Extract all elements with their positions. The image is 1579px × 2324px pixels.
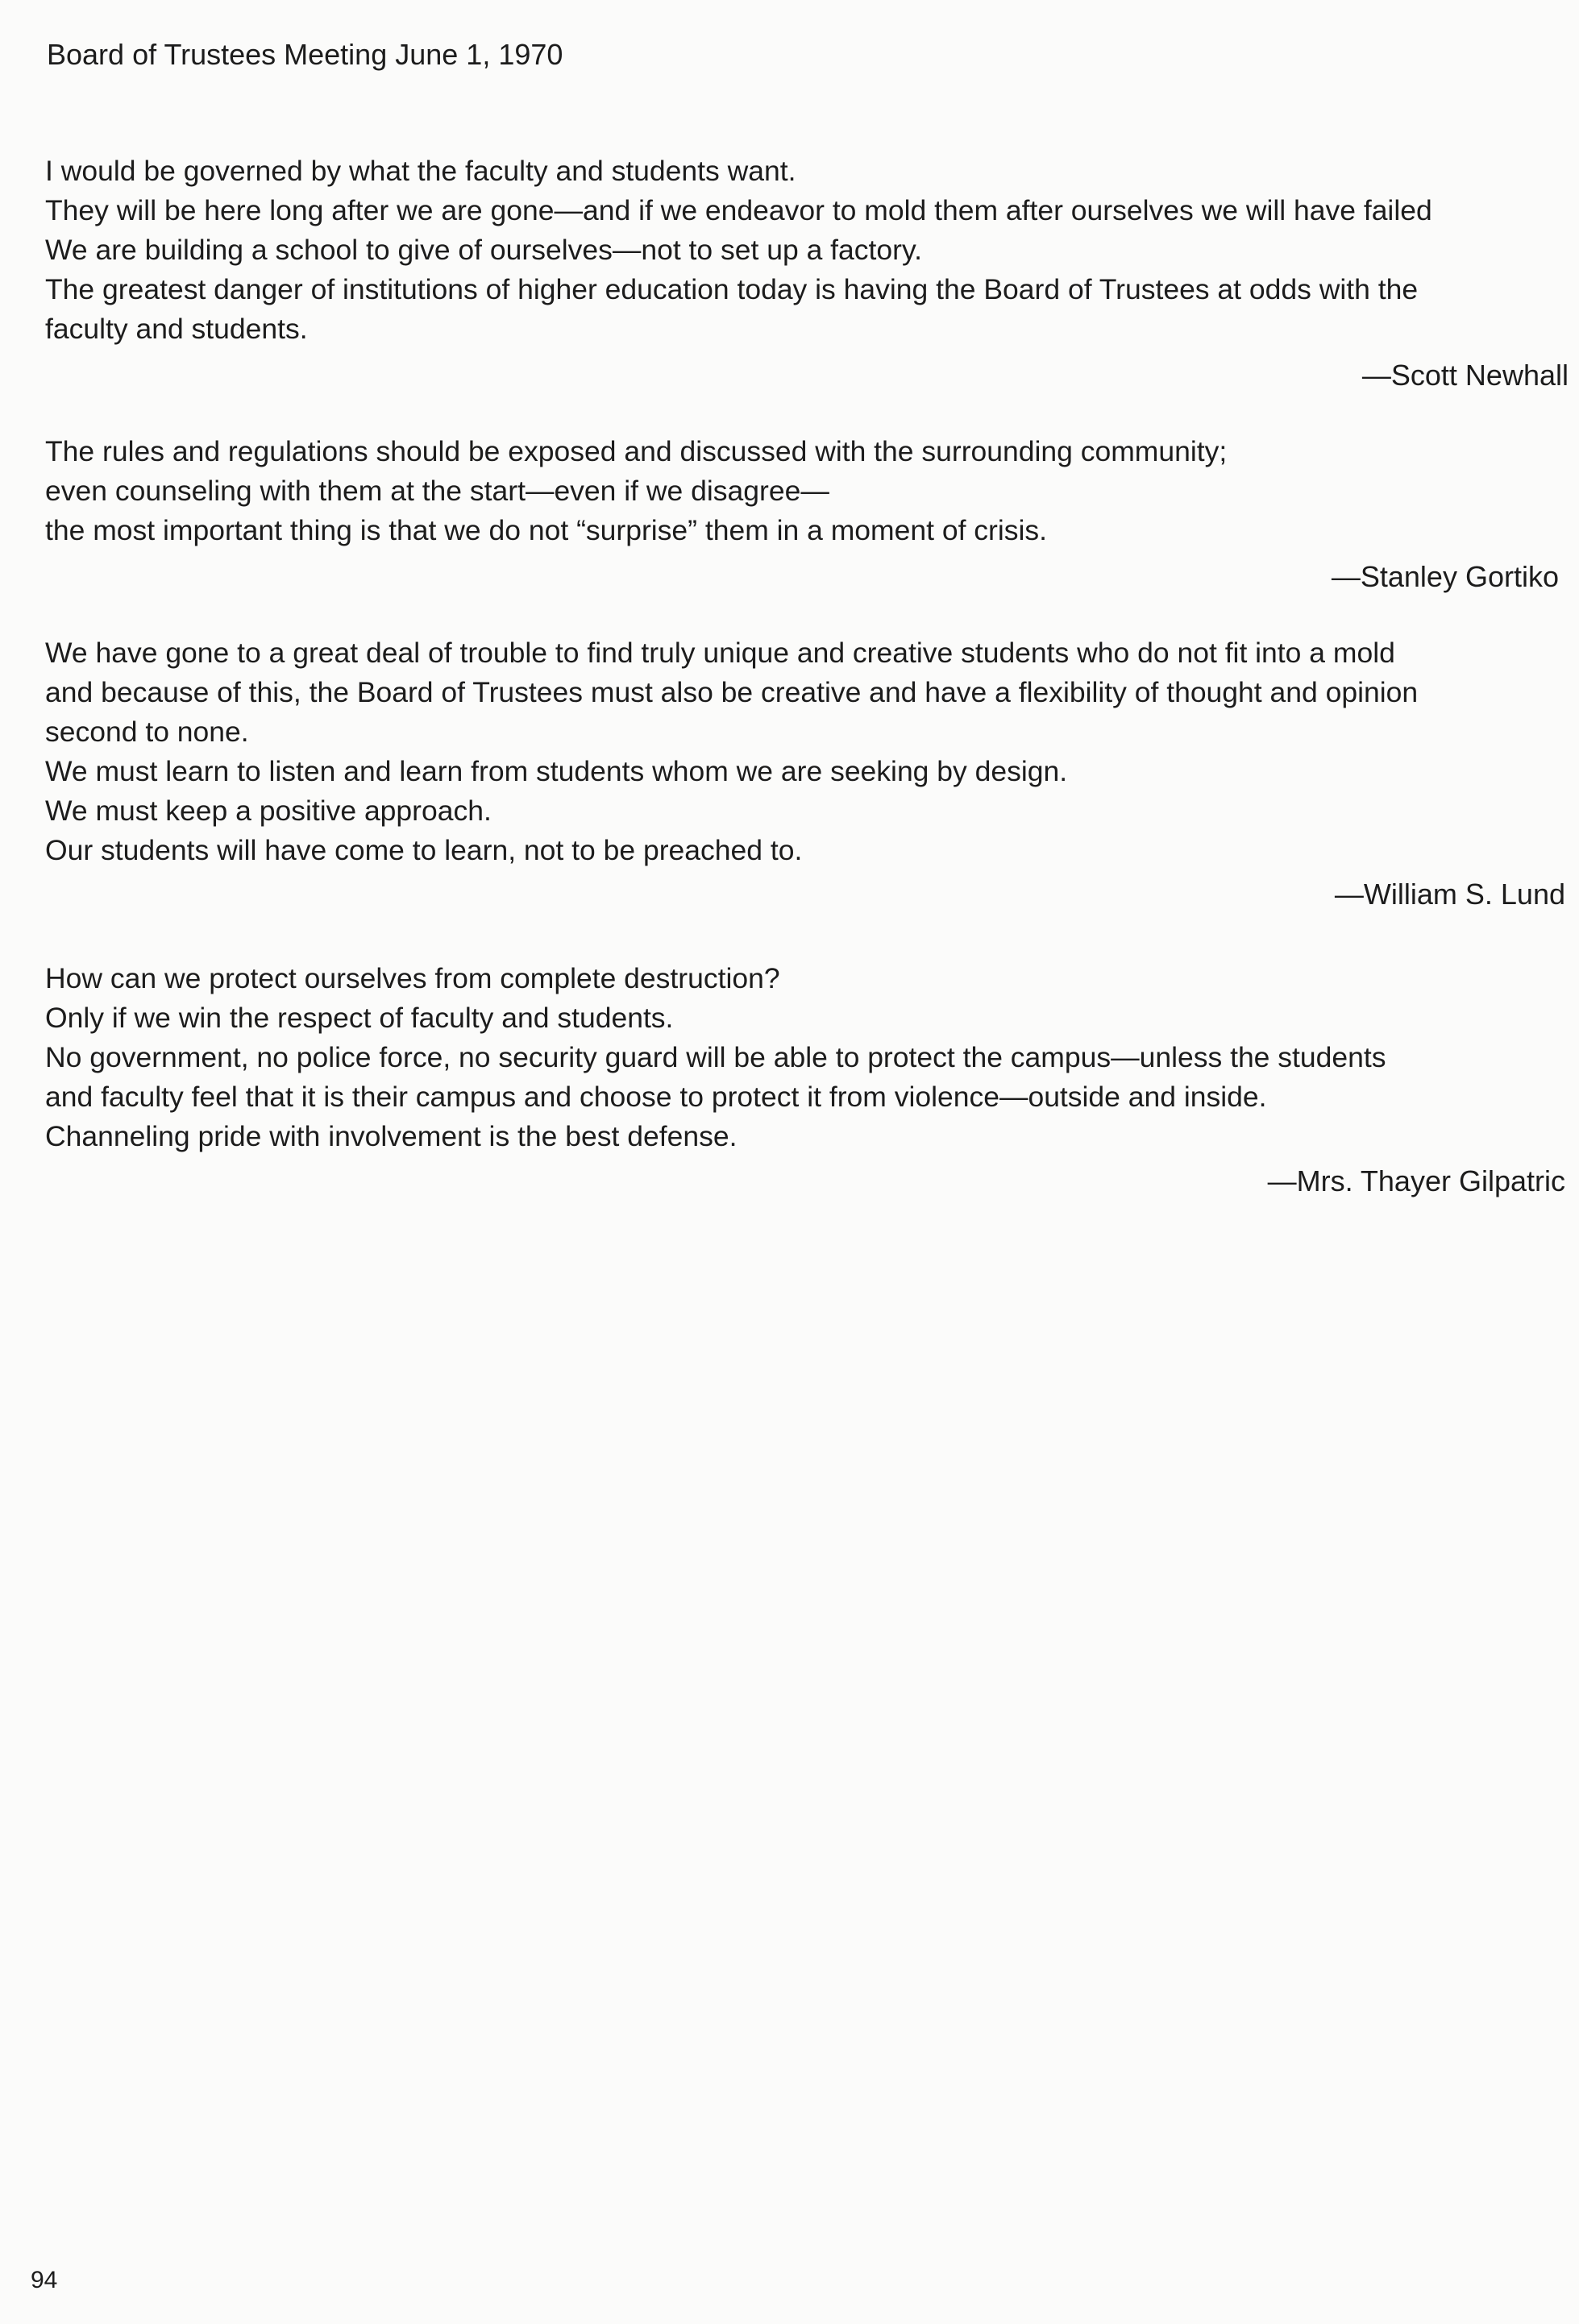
- quote-line: No government, no police force, no security guard will be able to protect the campus—unless the students: [45, 1041, 1386, 1073]
- quote-attribution: —William S. Lund: [1334, 878, 1565, 911]
- quote-line: second to none.: [45, 716, 249, 748]
- quote-line: Our students will have come to learn, not to be preached to.: [45, 834, 803, 866]
- quote-line: Only if we win the respect of faculty and students.: [45, 1002, 674, 1034]
- quote-line: and faculty feel that it is their campus and choose to protect it from violence—outside and inside.: [45, 1081, 1267, 1113]
- quote-block-gilpatric: [45, 959, 1565, 1197]
- page-number: 94: [31, 2267, 58, 2293]
- quote-attribution: —Stanley Gortiko: [1331, 560, 1559, 593]
- quote-line: faculty and students.: [45, 313, 308, 345]
- quote-line: The rules and regulations should be exposed and discussed with the surrounding community;: [45, 435, 1228, 467]
- quote-line: We are building a school to give of ourselves—not to set up a factory.: [45, 234, 922, 266]
- quote-line: We must learn to listen and learn from students whom we are seeking by design.: [45, 755, 1068, 787]
- quote-line: We have gone to a great deal of trouble to find truly unique and creative students who do not fit into a mold: [45, 637, 1395, 669]
- quote-line: We must keep a positive approach.: [45, 795, 492, 827]
- quote-attribution: —Scott Newhall: [1361, 359, 1569, 392]
- quote-line: How can we protect ourselves from complete destruction?: [45, 962, 780, 994]
- quote-line: The greatest danger of institutions of higher education today is having the Board of Trustees at odds with the: [45, 273, 1419, 305]
- quote-line: I would be governed by what the faculty and students want.: [45, 155, 796, 187]
- quote-attribution: —Mrs. Thayer Gilpatric: [1267, 1164, 1565, 1197]
- page-title: Board of Trustees Meeting June 1, 1970: [47, 38, 563, 71]
- quote-block-lund: [45, 633, 1565, 911]
- quote-line: Channeling pride with involvement is the best defense.: [45, 1120, 738, 1152]
- quote-line: and because of this, the Board of Trustees must also be creative and have a flexibility of thought and opinion: [45, 676, 1419, 708]
- quote-line: even counseling with them at the start—even if we disagree—: [45, 475, 829, 507]
- quote-line: They will be here long after we are gone—and if we endeavor to mold them after ourselves we will have failed: [45, 194, 1432, 226]
- quote-block-newhall: [45, 151, 1569, 392]
- quote-line: the most important thing is that we do not “surprise” them in a moment of crisis.: [45, 514, 1048, 546]
- quote-block-gortiko: [45, 432, 1559, 593]
